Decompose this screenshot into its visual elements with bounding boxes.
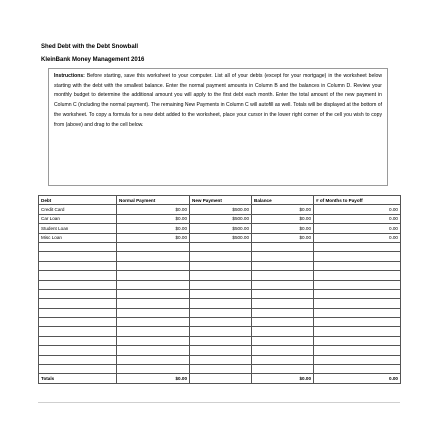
balance-cell[interactable]: $0.00 [252,224,314,233]
table-row [39,233,401,242]
instructions-label: Instructions: [54,73,85,79]
balance-cell[interactable] [252,336,314,345]
months-to-payoff-cell[interactable]: 0.00 [314,233,401,242]
debt-cell[interactable] [39,299,117,308]
balance-cell[interactable]: $0.00 [252,205,314,214]
new-payment-cell[interactable] [190,280,252,289]
debt-cell[interactable]: Credit Card [39,205,117,214]
balance-cell[interactable] [252,252,314,261]
months-to-payoff-cell[interactable] [314,336,401,345]
normal-payment-cell[interactable] [117,365,190,374]
months-to-payoff-cell[interactable] [314,252,401,261]
normal-payment-cell[interactable]: $0.00 [117,233,190,242]
new-payment-cell[interactable] [190,271,252,280]
debt-cell[interactable] [39,271,117,280]
months-to-payoff-cell[interactable] [314,318,401,327]
debt-cell[interactable] [39,289,117,298]
months-to-payoff-cell[interactable] [314,271,401,280]
header-debt: Debt [39,196,117,205]
normal-payment-cell[interactable]: $0.00 [117,214,190,223]
new-payment-cell[interactable] [190,318,252,327]
months-to-payoff-cell[interactable] [314,365,401,374]
balance-cell[interactable] [252,318,314,327]
months-to-payoff-cell[interactable] [314,289,401,298]
new-payment-cell[interactable]: $500.00 [190,214,252,223]
totals-new-payment [190,374,252,384]
table-row [39,224,401,233]
months-to-payoff-cell[interactable] [314,261,401,270]
table-row [39,289,401,298]
months-to-payoff-cell[interactable] [314,327,401,336]
table-row [39,280,401,289]
debt-cell[interactable] [39,346,117,355]
table-row [39,214,401,223]
table-row [39,261,401,270]
normal-payment-cell[interactable] [117,252,190,261]
balance-cell[interactable]: $0.00 [252,233,314,242]
months-to-payoff-cell[interactable] [314,280,401,289]
balance-cell[interactable] [252,365,314,374]
normal-payment-cell[interactable]: $0.00 [117,224,190,233]
table-row [39,205,401,214]
table-row [39,308,401,317]
new-payment-cell[interactable]: $500.00 [190,233,252,242]
months-to-payoff-cell[interactable] [314,308,401,317]
debt-cell[interactable] [39,261,117,270]
new-payment-cell[interactable] [190,242,252,251]
debt-cell[interactable] [39,280,117,289]
debt-cell[interactable]: Misc Loan [39,233,117,242]
document-title: Shed Debt with the Debt Snowball [41,44,139,50]
table-row [39,346,401,355]
debt-cell[interactable] [39,318,117,327]
debt-table [38,195,401,384]
table-row [39,299,401,308]
new-payment-cell[interactable]: $500.00 [190,224,252,233]
new-payment-cell[interactable] [190,299,252,308]
debt-cell[interactable] [39,327,117,336]
new-payment-cell[interactable] [190,355,252,364]
new-payment-cell[interactable] [190,365,252,374]
normal-payment-cell[interactable] [117,280,190,289]
months-to-payoff-cell[interactable]: 0.00 [314,205,401,214]
table-row [39,327,401,336]
months-to-payoff-cell[interactable] [314,242,401,251]
debt-cell[interactable] [39,252,117,261]
normal-payment-cell[interactable] [117,242,190,251]
debt-cell[interactable]: Car Loan [39,214,117,223]
table-row [39,318,401,327]
balance-cell[interactable] [252,280,314,289]
new-payment-cell[interactable] [190,261,252,270]
normal-payment-cell[interactable] [117,308,190,317]
totals-normal-payment: $0.00 [117,374,190,384]
balance-cell[interactable] [252,242,314,251]
debt-cell[interactable] [39,336,117,345]
new-payment-cell[interactable] [190,346,252,355]
normal-payment-cell[interactable] [117,289,190,298]
table-row [39,355,401,364]
header-balance: Balance [252,196,314,205]
new-payment-cell[interactable] [190,289,252,298]
table-row [39,271,401,280]
new-payment-cell[interactable] [190,252,252,261]
balance-cell[interactable] [252,327,314,336]
normal-payment-cell[interactable]: $0.00 [117,205,190,214]
normal-payment-cell[interactable] [117,355,190,364]
table-row [39,365,401,374]
balance-cell[interactable] [252,261,314,270]
instructions-box [48,68,388,186]
months-to-payoff-cell[interactable] [314,355,401,364]
normal-payment-cell[interactable] [117,271,190,280]
balance-cell[interactable] [252,308,314,317]
table-row [39,252,401,261]
normal-payment-cell[interactable] [117,318,190,327]
balance-cell[interactable]: $0.00 [252,214,314,223]
totals-balance: $0.00 [252,374,314,384]
normal-payment-cell[interactable] [117,336,190,345]
months-to-payoff-cell[interactable] [314,346,401,355]
months-to-payoff-cell[interactable]: 0.00 [314,224,401,233]
normal-payment-cell[interactable] [117,299,190,308]
debt-cell[interactable] [39,308,117,317]
debt-cell[interactable] [39,355,117,364]
months-to-payoff-cell[interactable] [314,299,401,308]
totals-label: Totals [39,374,117,384]
balance-cell[interactable] [252,346,314,355]
balance-cell[interactable] [252,299,314,308]
normal-payment-cell[interactable] [117,346,190,355]
table-header-row [39,196,401,205]
balance-cell[interactable] [252,289,314,298]
debt-cell[interactable] [39,242,117,251]
header-normal-payment: Normal Payment [117,196,190,205]
normal-payment-cell[interactable] [117,327,190,336]
balance-cell[interactable] [252,271,314,280]
new-payment-cell[interactable] [190,308,252,317]
totals-row [39,374,401,384]
table-row [39,242,401,251]
header-new-payment: New Payment [190,196,252,205]
normal-payment-cell[interactable] [117,261,190,270]
new-payment-cell[interactable]: $500.00 [190,205,252,214]
header-months-to-payoff: # of Months to Payoff [314,196,401,205]
balance-cell[interactable] [252,355,314,364]
instructions-text: Before starting, save this worksheet to your computer. List all of your debts (except for your mortgage) in the worksheet below starting with the debt with the smallest balance. Enter the normal payment amounts in Column B and the balances in Column D. Review your monthly budget to determine the additional amount you will apply to the first debt each month. Enter the total amount of the new payment in Column C (including the normal payment). The remaining New Payments in Column C will autofill as well. Totals will be displayed at the bottom of the worksheet. To copy a formula for a new debt added to the worksheet, place your cursor in the lower right corner of the cell you wish to copy from (above) and drag to the cell below. [54,73,382,128]
new-payment-cell[interactable] [190,327,252,336]
document-subtitle: KleinBank Money Management 2016 [41,57,145,63]
debt-cell[interactable] [39,365,117,374]
totals-months-to-payoff: 0.00 [314,374,401,384]
new-payment-cell[interactable] [190,336,252,345]
sheet-bottom-line [38,402,400,404]
months-to-payoff-cell[interactable]: 0.00 [314,214,401,223]
debt-cell[interactable]: Student Loan [39,224,117,233]
table-row [39,336,401,345]
